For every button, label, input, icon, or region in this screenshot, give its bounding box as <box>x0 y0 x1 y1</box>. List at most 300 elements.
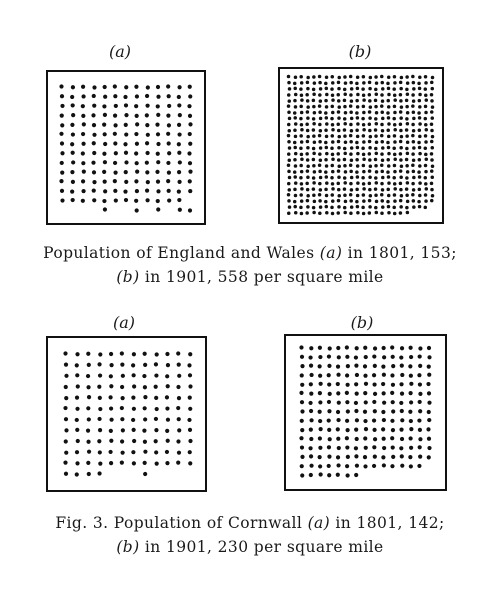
dot <box>154 450 158 454</box>
dot <box>343 134 347 138</box>
dot <box>188 132 192 136</box>
dot <box>354 355 358 359</box>
dot <box>405 128 409 132</box>
dot <box>300 182 304 186</box>
dot <box>177 142 181 146</box>
dot <box>343 158 347 162</box>
dot <box>299 193 303 197</box>
dot <box>362 105 366 109</box>
dot <box>318 446 322 450</box>
dot <box>373 364 377 368</box>
dot <box>135 189 139 193</box>
dot <box>336 437 340 441</box>
dot <box>319 176 323 180</box>
f1a-dots <box>48 72 204 223</box>
dot <box>354 382 358 386</box>
dot <box>417 111 421 115</box>
dot <box>368 205 372 209</box>
dot <box>327 445 331 449</box>
dot <box>393 105 397 109</box>
dot <box>391 428 395 432</box>
dot <box>318 75 322 79</box>
dot <box>411 182 415 186</box>
dot <box>381 382 385 386</box>
dot <box>328 346 332 350</box>
dot <box>287 123 291 127</box>
dot <box>425 158 429 162</box>
dot <box>424 170 428 174</box>
dot <box>324 128 328 132</box>
dot <box>430 140 434 144</box>
dot <box>299 436 303 440</box>
dot <box>82 122 86 126</box>
dot <box>363 464 367 468</box>
dot <box>400 437 404 441</box>
dot <box>373 392 377 396</box>
dot <box>312 105 316 109</box>
dot <box>325 164 329 168</box>
dot <box>318 170 322 174</box>
dot <box>306 176 310 180</box>
dot <box>393 199 397 203</box>
dot <box>318 182 322 186</box>
dot <box>387 105 391 109</box>
dot <box>306 199 310 203</box>
dot <box>305 182 309 186</box>
dot <box>390 436 394 440</box>
dot <box>343 92 347 96</box>
dot <box>382 391 386 395</box>
dot <box>165 374 169 378</box>
dot <box>427 346 431 350</box>
dot <box>427 373 431 377</box>
dot <box>156 85 160 89</box>
fig3-caption-mark-b: (b) <box>116 538 140 556</box>
dot <box>363 374 367 378</box>
dot <box>418 455 422 459</box>
dot <box>155 170 159 174</box>
dot <box>418 428 422 432</box>
dot <box>331 123 335 127</box>
dot <box>409 464 413 468</box>
dot <box>392 206 396 210</box>
dot <box>120 460 124 464</box>
dot <box>167 94 171 98</box>
dot <box>344 81 348 85</box>
dot <box>318 134 322 138</box>
dot <box>309 437 313 441</box>
dot <box>64 439 68 443</box>
dot <box>143 363 147 367</box>
dot <box>337 99 341 103</box>
dot <box>374 134 378 138</box>
dot <box>412 81 416 85</box>
dot <box>375 141 379 145</box>
dot <box>156 160 160 164</box>
dot <box>424 81 428 85</box>
dot <box>188 161 192 165</box>
dot <box>374 75 378 79</box>
dot <box>350 87 354 91</box>
dot <box>424 117 428 121</box>
dot <box>418 116 422 120</box>
dot <box>345 445 349 449</box>
dot <box>145 123 149 127</box>
dot <box>59 179 63 183</box>
dot <box>343 117 347 121</box>
dot <box>399 169 403 173</box>
dot <box>288 188 292 192</box>
dot <box>327 400 331 404</box>
dot <box>325 146 329 150</box>
dot <box>393 128 397 132</box>
dot <box>354 454 358 458</box>
dot <box>412 140 416 144</box>
dot <box>145 151 149 155</box>
dot <box>362 81 366 85</box>
dot <box>406 141 410 145</box>
dot <box>337 199 341 203</box>
dot <box>343 176 347 180</box>
dot <box>349 182 353 186</box>
dot <box>167 123 171 127</box>
dot <box>113 94 117 98</box>
dot <box>412 146 416 150</box>
dot <box>75 352 79 356</box>
dot <box>418 76 422 80</box>
dot <box>381 170 385 174</box>
dot <box>424 75 428 79</box>
dot <box>337 146 341 150</box>
dot <box>343 99 347 103</box>
dot <box>109 374 113 378</box>
dot <box>387 164 391 168</box>
dot <box>380 193 384 197</box>
dot <box>411 163 415 167</box>
dot <box>391 445 395 449</box>
dot <box>135 142 139 146</box>
dot <box>87 395 91 399</box>
dot <box>393 111 397 115</box>
dot <box>374 99 378 103</box>
dot <box>178 208 182 212</box>
dot <box>71 113 75 117</box>
dot <box>305 152 309 156</box>
dot <box>75 407 79 411</box>
dot <box>135 122 139 126</box>
dot <box>312 117 316 121</box>
dot <box>306 99 310 103</box>
dot <box>418 437 422 441</box>
dot <box>362 128 366 132</box>
dot <box>346 455 350 459</box>
dot <box>350 188 354 192</box>
dot <box>369 76 373 80</box>
dot <box>123 95 127 99</box>
dot <box>375 92 379 96</box>
dot <box>400 373 404 377</box>
dot <box>375 152 379 156</box>
dot <box>381 427 385 431</box>
dot <box>349 193 353 197</box>
dot <box>293 205 297 209</box>
dot <box>393 75 397 79</box>
dot <box>386 82 390 86</box>
dot <box>327 354 331 358</box>
dot <box>178 160 182 164</box>
dot <box>412 110 416 114</box>
dot <box>362 75 366 79</box>
dot <box>124 123 128 127</box>
dot <box>312 187 316 191</box>
dot <box>337 105 341 109</box>
dot <box>294 105 298 109</box>
dot <box>361 176 365 180</box>
dot <box>155 407 159 411</box>
dot <box>312 99 316 103</box>
dot <box>345 391 349 395</box>
dot <box>430 110 434 114</box>
dot <box>362 182 366 186</box>
dot <box>71 132 75 136</box>
dot <box>399 401 403 405</box>
dot <box>405 194 409 198</box>
dot <box>337 135 341 139</box>
dot <box>355 346 359 350</box>
dot <box>306 116 310 120</box>
dot <box>287 81 291 85</box>
dot <box>288 117 292 121</box>
dot <box>288 99 292 103</box>
dot <box>176 406 180 410</box>
dot <box>363 436 367 440</box>
dot <box>64 385 68 389</box>
dot <box>381 188 385 192</box>
dot <box>330 146 334 150</box>
dot <box>293 200 297 204</box>
dot <box>306 146 310 150</box>
dot <box>318 123 322 127</box>
dot <box>92 141 96 145</box>
dot <box>135 114 139 118</box>
dot <box>123 142 127 146</box>
dot <box>319 382 323 386</box>
dot <box>336 410 340 414</box>
dot <box>387 146 391 150</box>
dot <box>146 180 150 184</box>
dot <box>368 169 372 173</box>
dot <box>306 87 310 91</box>
dot <box>75 363 79 367</box>
dot <box>356 194 360 198</box>
dot <box>393 93 397 97</box>
dot <box>331 75 335 79</box>
dot <box>408 410 412 414</box>
dot <box>331 134 335 138</box>
fig3-caption-text: Fig. 3. Population of Cornwall <box>55 514 308 532</box>
dot <box>406 152 410 156</box>
dot <box>177 198 181 202</box>
dot <box>362 98 366 102</box>
dot <box>387 205 391 209</box>
dot <box>103 189 107 193</box>
dot <box>64 363 68 367</box>
dot <box>343 122 347 126</box>
dot <box>103 207 107 211</box>
dot <box>132 428 136 432</box>
dot <box>319 146 323 150</box>
dot <box>405 187 409 191</box>
dot <box>386 170 390 174</box>
dot <box>368 211 372 215</box>
dot <box>287 163 291 167</box>
dot <box>324 158 328 162</box>
dot <box>336 93 340 97</box>
dot <box>113 114 117 118</box>
dot <box>165 461 169 465</box>
dot <box>418 175 422 179</box>
dot <box>369 135 373 139</box>
dot <box>345 464 349 468</box>
dot <box>350 146 354 150</box>
dot <box>120 351 124 355</box>
dot <box>324 141 328 145</box>
dot <box>405 88 409 92</box>
dot <box>167 151 171 155</box>
dot <box>120 385 124 389</box>
dot <box>399 176 403 180</box>
dot <box>373 437 377 441</box>
dot <box>81 104 85 108</box>
dot <box>60 114 64 118</box>
dot <box>98 396 102 400</box>
dot <box>417 464 421 468</box>
dot <box>418 188 422 192</box>
dot <box>145 198 149 202</box>
dot <box>393 193 397 197</box>
dot <box>318 110 322 114</box>
dot <box>399 81 403 85</box>
dot <box>380 134 384 138</box>
dot <box>409 436 413 440</box>
dot <box>156 152 160 156</box>
dot <box>405 158 409 162</box>
dot <box>60 171 64 175</box>
dot <box>405 99 409 103</box>
dot <box>299 105 303 109</box>
dot <box>92 151 96 155</box>
dot <box>143 406 147 410</box>
dot <box>412 99 416 103</box>
dot <box>418 392 422 396</box>
dot <box>417 141 421 145</box>
dot <box>300 140 304 144</box>
dot <box>368 152 372 156</box>
dot <box>325 181 329 185</box>
dot <box>362 134 366 138</box>
dot <box>400 194 404 198</box>
dot <box>134 199 138 203</box>
dot <box>386 158 390 162</box>
dot <box>288 87 292 91</box>
dot <box>294 135 298 139</box>
dot <box>143 385 147 389</box>
dot <box>81 179 85 183</box>
dot <box>300 170 304 174</box>
dot <box>427 446 431 450</box>
dot <box>331 182 335 186</box>
dot <box>392 117 396 121</box>
dot <box>364 427 368 431</box>
dot <box>387 181 391 185</box>
dot <box>343 181 347 185</box>
dot <box>327 464 331 468</box>
dot <box>372 400 376 404</box>
dot <box>346 473 350 477</box>
dot <box>70 189 74 193</box>
dot <box>424 93 428 97</box>
dot <box>374 176 378 180</box>
dot <box>98 461 102 465</box>
dot <box>154 373 158 377</box>
dot <box>300 111 304 115</box>
dot <box>312 128 316 132</box>
dot <box>368 93 372 97</box>
dot <box>167 104 171 108</box>
dot <box>430 182 434 186</box>
dot <box>369 105 373 109</box>
dot <box>188 189 192 193</box>
dot <box>356 152 360 156</box>
dot <box>424 87 428 91</box>
dot <box>81 189 85 193</box>
dot <box>362 187 366 191</box>
dot <box>300 98 304 102</box>
dot <box>288 159 292 163</box>
dot <box>166 363 170 367</box>
dot <box>300 473 304 477</box>
fig3-caption-value-b: in 1901, 230 per square mile <box>139 538 384 556</box>
dot <box>313 200 317 204</box>
dot <box>430 199 434 203</box>
dot <box>98 407 102 411</box>
dot <box>331 212 335 216</box>
dot <box>91 113 95 117</box>
dot <box>417 373 421 377</box>
dot <box>327 418 331 422</box>
dot <box>412 159 416 163</box>
dot <box>114 151 118 155</box>
dot <box>368 176 372 180</box>
dot <box>102 170 106 174</box>
dot <box>355 392 359 396</box>
dot <box>431 116 435 120</box>
dot <box>60 161 64 165</box>
dot <box>165 406 169 410</box>
dot <box>368 81 372 85</box>
dot <box>427 437 431 441</box>
dot <box>356 135 360 139</box>
dot <box>327 473 331 477</box>
dot <box>319 99 323 103</box>
dot <box>354 364 358 368</box>
dot <box>293 141 297 145</box>
dot <box>318 152 322 156</box>
dot <box>319 87 323 91</box>
dot <box>309 418 313 422</box>
dot <box>287 134 291 138</box>
dot <box>345 345 349 349</box>
